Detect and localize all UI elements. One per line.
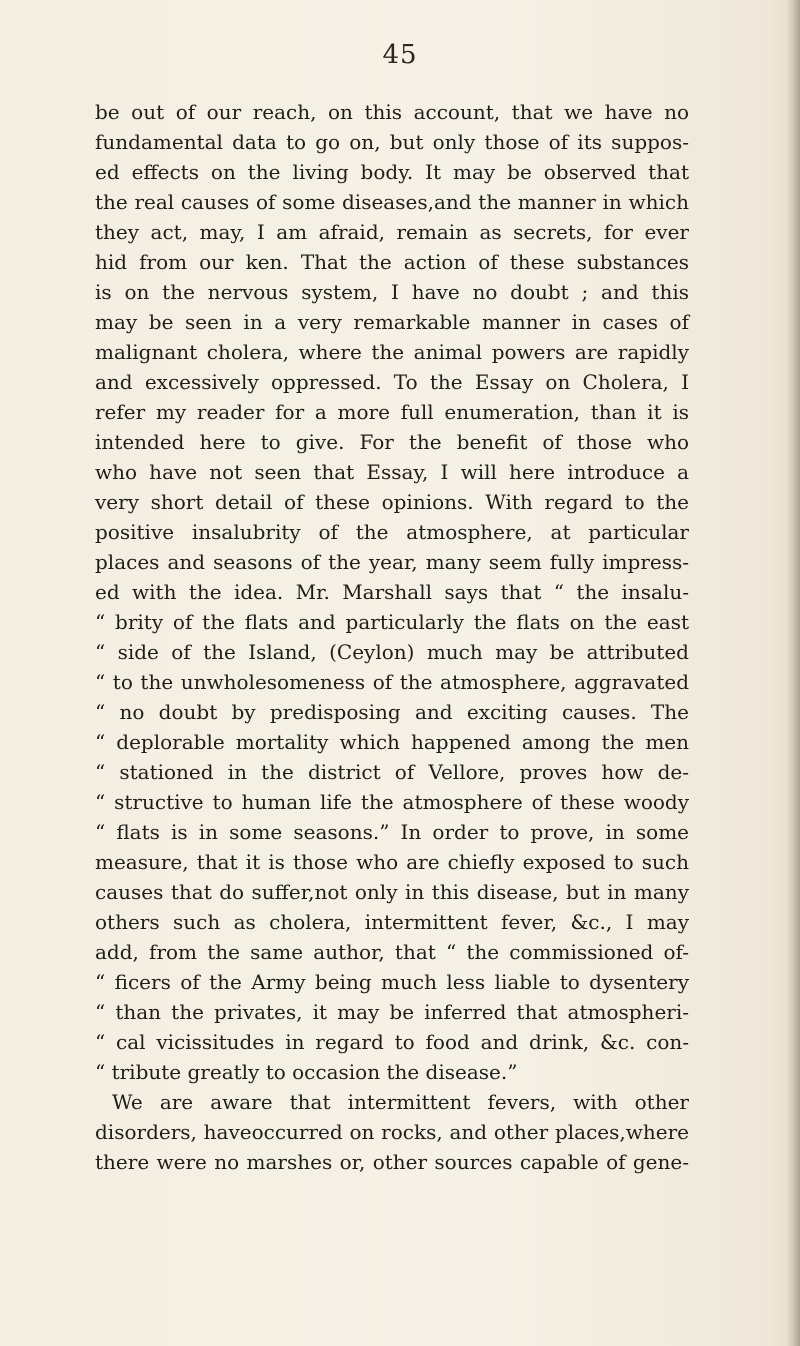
text-line: ed with the idea. Mr. Marshall says that “ the insalu- (95, 580, 689, 604)
text-line: disorders, haveoccurred on rocks, and other places,where (95, 1120, 689, 1144)
text-line: malignant cholera, where the animal powers are rapidly (95, 340, 689, 364)
text-line: “ side of the Island, (Ceylon) much may be attributed (95, 640, 689, 664)
text-line: others such as cholera, intermittent fever, &c., I may (95, 910, 689, 934)
text-line: there were no marshes or, other sources capable of gene- (95, 1150, 689, 1174)
text-line: “ flats is in some seasons.” In order to prove, in some (95, 820, 689, 844)
text-line: intended here to give. For the benefit of those who (95, 430, 689, 454)
text-line: refer my reader for a more full enumeration, than it is (95, 400, 689, 424)
text-line: “ than the privates, it may be inferred that atmospheri- (95, 1000, 689, 1024)
text-line: measure, that it is those who are chiefly exposed to such (95, 850, 689, 874)
page-edge-shadow (786, 0, 800, 1346)
text-line: ed effects on the living body. It may be observed that (95, 160, 689, 184)
text-line: hid from our ken. That the action of these substances (95, 250, 689, 274)
text-line: We are aware that intermittent fevers, with other (112, 1090, 689, 1114)
text-line: “ no doubt by predisposing and exciting causes. The (95, 700, 689, 724)
text-line: the real causes of some diseases,and the manner in which (95, 190, 689, 214)
text-line: fundamental data to go on, but only those of its suppos- (95, 130, 689, 154)
text-line: “ stationed in the district of Vellore, proves how de- (95, 760, 689, 784)
text-line: “ to the unwholesomeness of the atmosphere, aggravated (95, 670, 689, 694)
text-line: causes that do suffer,not only in this disease, but in many (95, 880, 689, 904)
text-line: places and seasons of the year, many seem fully impress- (95, 550, 689, 574)
text-line: “ brity of the flats and particularly the flats on the east (95, 610, 689, 634)
text-line: they act, may, I am afraid, remain as secrets, for ever (95, 220, 689, 244)
text-line: who have not seen that Essay, I will here introduce a (95, 460, 689, 484)
text-line: “ deplorable mortality which happened among the men (95, 730, 689, 754)
text-line: “ tribute greatly to occasion the disease.” (95, 1060, 518, 1084)
page-number: 45 (382, 40, 418, 70)
text-line: “ ficers of the Army being much less liable to dysentery (95, 970, 689, 994)
text-line: add, from the same author, that “ the commissioned of- (95, 940, 689, 964)
text-line: be out of our reach, on this account, that we have no (95, 100, 689, 124)
text-line: “ cal vicissitudes in regard to food and drink, &c. con- (95, 1030, 689, 1054)
text-line: may be seen in a very remarkable manner in cases of (95, 310, 689, 334)
text-line: positive insalubrity of the atmosphere, at particular (95, 520, 689, 544)
text-line: and excessively oppressed. To the Essay on Cholera, I (95, 370, 689, 394)
text-line: very short detail of these opinions. With regard to the (95, 490, 689, 514)
text-line: is on the nervous system, I have no doubt ; and this (95, 280, 689, 304)
text-line: “ structive to human life the atmosphere of these woody (95, 790, 689, 814)
